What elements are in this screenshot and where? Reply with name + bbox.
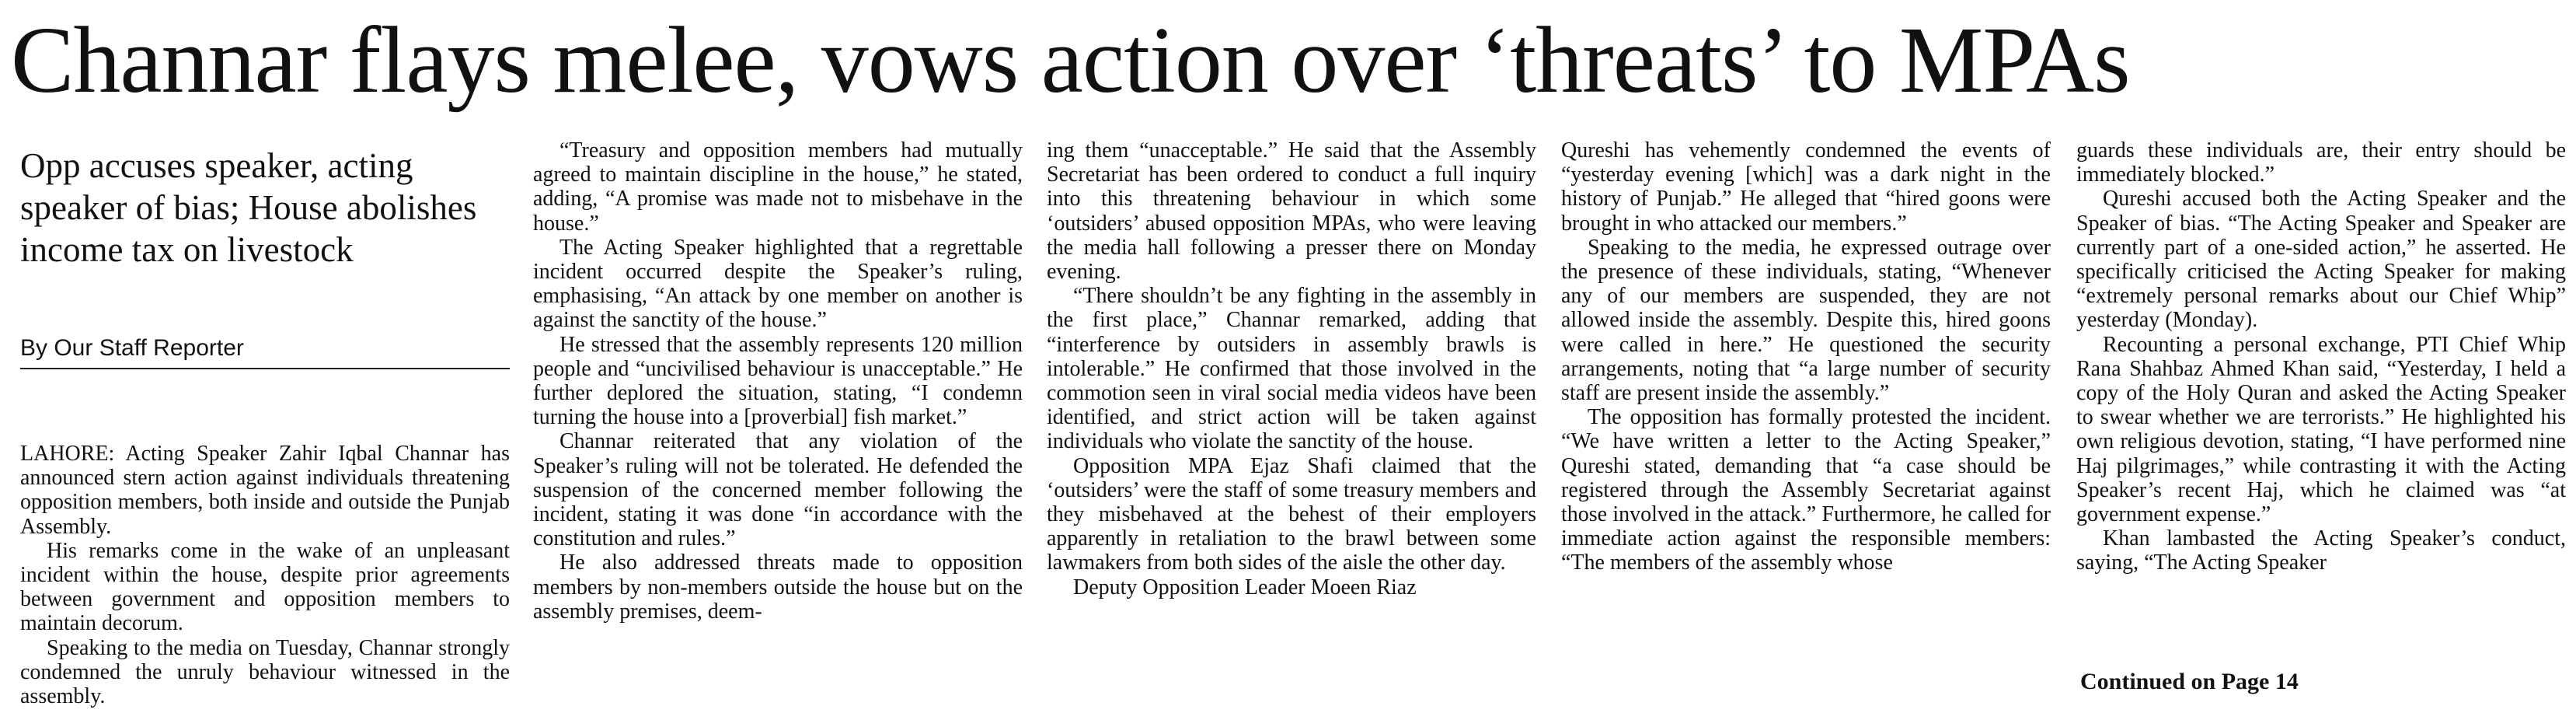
article-paragraph: He stressed that the assembly represents 120 million people and “uncivilised behaviour is unacceptable.” He further deplored the situation, stating, “I condemn turning the house into a [proverbial] fish market.” bbox=[533, 332, 1023, 430]
byline-divider bbox=[20, 368, 510, 369]
article-paragraph: The Acting Speaker highlighted that a regrettable incident occurred despite the Speaker’s ruling, emphasising, “An attack by one member on another is against the sanctity of the house.” bbox=[533, 235, 1023, 333]
article-paragraph: Khan lambasted the Acting Speaker’s conduct, saying, “The Acting Speaker bbox=[2076, 526, 2566, 575]
article-paragraph: Speaking to the media, he expressed outrage over the presence of these individuals, stating, “Whenever any of our members are suspended, they are not allowed inside the assembly. Despite this, hired goons were called in here.” He questioned the security arrangements, noting that “a large number of security staff are present inside the assembly.” bbox=[1561, 235, 2051, 406]
article-paragraph: The opposition has formally protested the incident. “We have written a letter to the Acting Speaker,” Qureshi stated, demanding that “a case should be registered through the Assembly Secretariat against those involved in the attack.” Furthermore, he called for immediate action against the responsible members: “The members of the assembly whose bbox=[1561, 405, 2051, 575]
article-paragraph: LAHORE: Acting Speaker Zahir Iqbal Channar has announced stern action against individuals threatening opposition members, both inside and outside the Punjab Assembly. bbox=[20, 442, 510, 539]
article-column-5 bbox=[2076, 138, 2566, 664]
article-paragraph: Qureshi has vehemently condemned the events of “yesterday evening [which] was a dark night in the history of Punjab.” He alleged that “hired goons were brought in who attacked our members.” bbox=[1561, 138, 2051, 236]
article-paragraph: Recounting a personal exchange, PTI Chief Whip Rana Shahbaz Ahmed Khan said, “Yesterday, I held a copy of the Holy Quran and asked the Acting Speaker to swear whether we are terrorists.” He highlighted his own religious devotion, stating, “I have performed nine Haj pilgrimages,” while contrasting it with the Acting Speaker’s recent Haj, which he claimed was “at government expense.” bbox=[2076, 332, 2566, 527]
article-paragraph: He also addressed threats made to opposition members by non-members outside the house but on the assembly premises, deem- bbox=[533, 550, 1023, 624]
article-column-1 bbox=[20, 442, 510, 720]
article-paragraph: Channar reiterated that any violation of the Speaker’s ruling will not be tolerated. He defended the suspension of the concerned member following the incident, stating it was done “in accordance with the constitution and rules.” bbox=[533, 429, 1023, 551]
article-column-3 bbox=[1047, 138, 1536, 720]
article-paragraph: Speaking to the media on Tuesday, Channar strongly condemned the unruly behaviour witnessed in the assembly. bbox=[20, 635, 510, 709]
article-paragraph: ing them “unacceptable.” He said that the Assembly Secretariat has been ordered to conduct a full inquiry into this threatening behaviour in which some ‘outsiders’ abused opposition MPAs, who were leaving the media hall following a presser there on Monday evening. bbox=[1047, 138, 1536, 285]
headline: Channar flays melee, vows action over ‘threats’ to MPAs bbox=[11, 8, 2130, 113]
article-paragraph: His remarks come in the wake of an unpleasant incident within the house, despite prior agreements between government and opposition members to maintain decorum. bbox=[20, 538, 510, 636]
article-paragraph: Opposition MPA Ejaz Shafi claimed that the ‘outsiders’ were the staff of some treasury members and they misbehaved at the behest of their employers apparently in retaliation to the brawl between some lawmakers from both sides of the aisle the other day. bbox=[1047, 453, 1536, 575]
continued-on-page-link: Continued on Page 14 bbox=[2080, 669, 2299, 694]
article-paragraph: “Treasury and opposition members had mutually agreed to maintain discipline in the house,” he stated, adding, “A promise was made not to misbehave in the house.” bbox=[533, 138, 1023, 236]
article-column-4 bbox=[1561, 138, 2051, 720]
subheadline: Opp accuses speaker, acting speaker of bias; House abolishes income tax on livestock bbox=[20, 146, 477, 269]
article-paragraph: guards these individuals are, their entry should be immediately blocked.” bbox=[2076, 138, 2566, 187]
article-paragraph: Deputy Opposition Leader Moeen Riaz bbox=[1073, 575, 1417, 599]
byline: By Our Staff Reporter bbox=[20, 335, 244, 361]
article-paragraph: “There shouldn’t be any fighting in the assembly in the first place,” Channar remarked, adding that “interference by outsiders in assembly brawls is intolerable.” He confirmed that those involved in the commotion seen in viral social media videos have been identified, and strict action will be taken against individuals who violate the sanctity of the house. bbox=[1047, 284, 1536, 454]
article-column-2 bbox=[533, 138, 1023, 720]
article-paragraph: Qureshi accused both the Acting Speaker and the Speaker of bias. “The Acting Speaker and Speaker are currently part of a one-sided action,” he asserted. He specifically criticised the Acting Speaker for making “extremely personal remarks about our Chief Whip” yesterday (Monday). bbox=[2076, 187, 2566, 333]
